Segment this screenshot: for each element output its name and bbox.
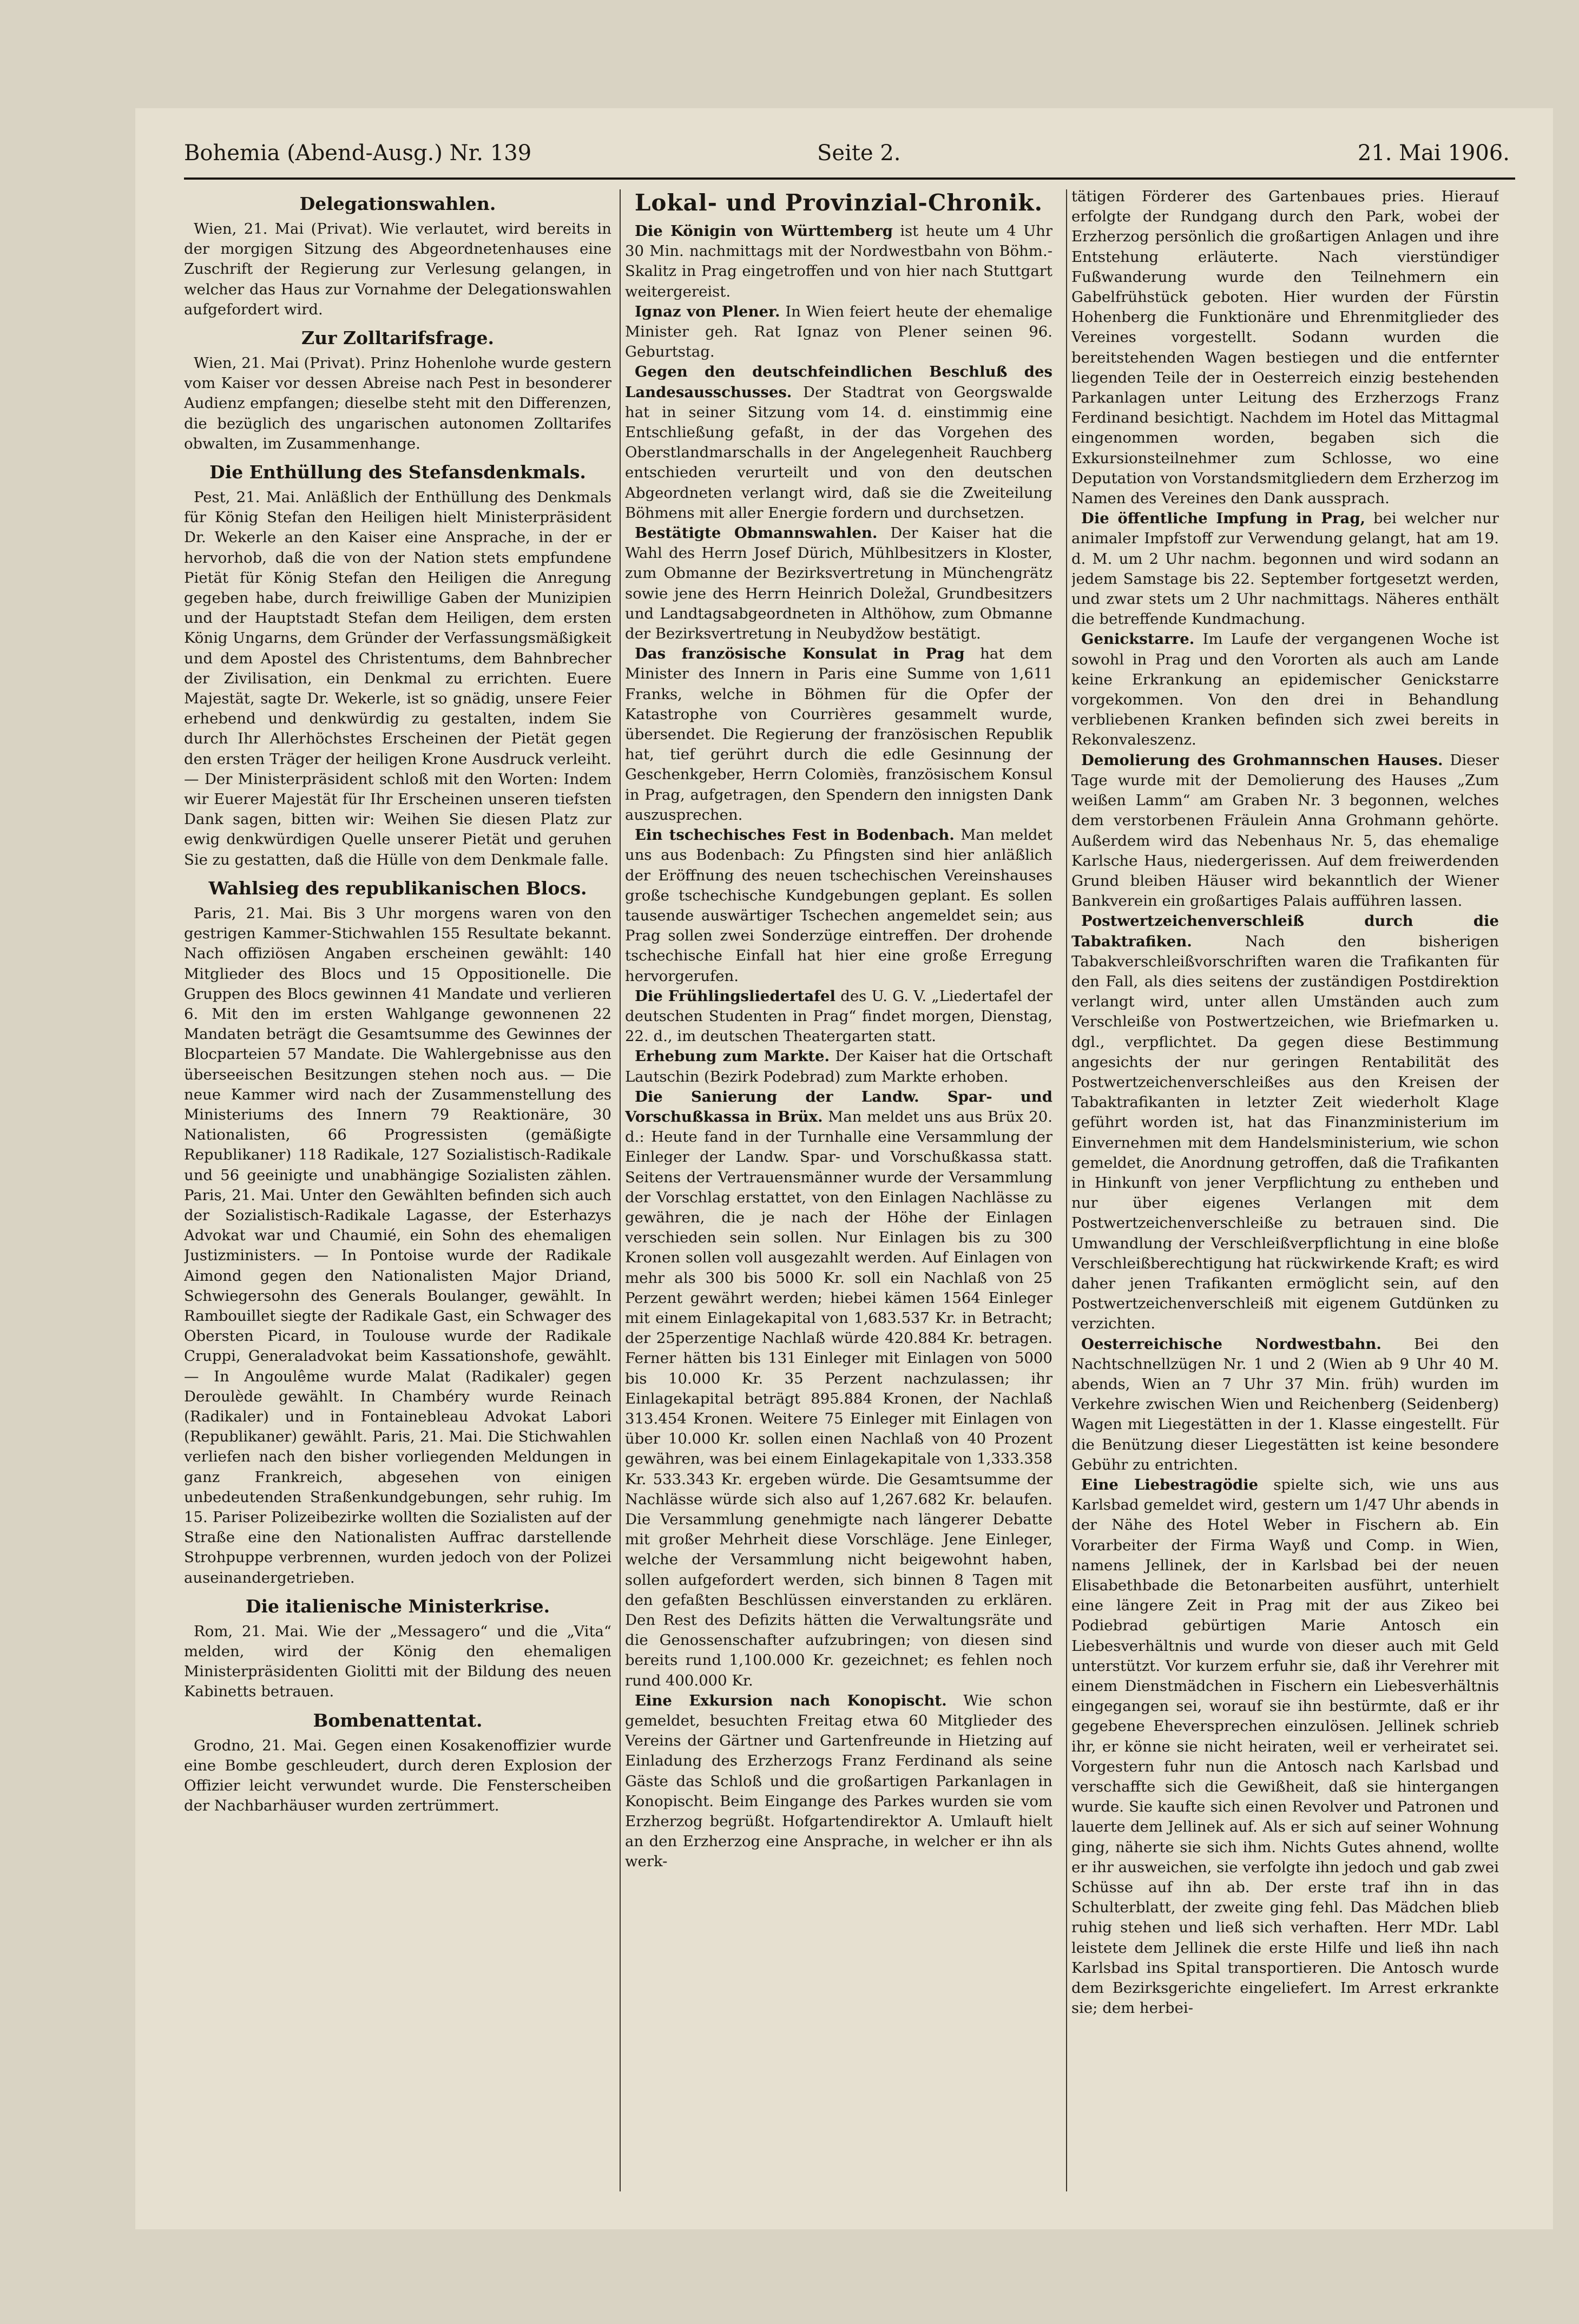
item-text: Nach den bisherigen Tabakverschleißvorschriften waren die Trafikanten für den Fall, als dies seitens der zuständigen Postdirektion verlangt wird, unter allen Umständen auch zum Verschleiße von Postwertzeichen, wie Briefmarken u. dgl., verpflichtet. Da gegen diese Bestimmung angesichts der nur geringen Rentabilität des Postwertzeichenverschleißes aus den Kreisen der Tabaktrafikanten in letzter Zeit wiederholt Klage geführt worden ist, hat das Finanzministerium im Einvernehmen mit dem Handelsministerium, wie schon gemeldet, die Anordnung getroffen, daß die Trafikanten in Hinkunft von jener Verpflichtung zu entheben und nur über eigenes Verlangen mit dem Postwertzeichenverschleiße zu betrauen sind. Die Umwandlung der Verschleißverpflichtung in eine bloße Verschleißberechtigung hat rückwirkende Kraft; es wird daher jenen Trafikanten ermöglicht sein, auf den Postwertzeichenverschleiß mit eigenem Gutdünken zu verzichten. xyxy=(1071,932,1499,1333)
item-heading: Gegen den deutschfeindlichen Beschluß des Landesausschusses. xyxy=(625,363,1052,401)
item-text: Wie schon gemeldet, besuchten Freitag etwa 60 Mitglieder des Vereins der Gärtner und Gartenfreunde in Hietzing auf Einladung des Erzherzogs Franz Ferdinand als seine Gäste das Schloß und die großartigen Parkanlagen in Konopischt. Beim Eingange des Parkes wurden sie vom Erzherzog begrüßt. Hofgartendirektor A. Umlauft hielt an den Erzherzog eine Ansprache, in welcher er ihn als werk- xyxy=(625,1691,1052,1871)
article-text: Wien, 21. Mai (Privat). Wie verlautet, wird bereits in der morgigen Sitzung des Abgeordnetenhauses eine Zuschrift der Regierung zur Verlesung gelangen, in welcher das Haus zur Vornahme der Delegationswahlen aufgefordert wird. xyxy=(184,220,611,318)
item-text: Im Laufe der vergangenen Woche ist sowohl in Prag und den Vororten als auch am Lande keine Erkrankung an epidemischer Genickstarre vorgekommen. Von den drei in Behandlung verbliebenen Kranken befinden sich zwei bereits in Rekonvaleszenz. xyxy=(1071,630,1499,749)
header-center: Seite 2. xyxy=(817,141,901,166)
header-right: 21. Mai 1906. xyxy=(1357,141,1510,166)
article-heading: Wahlsieg des republikanischen Blocs. xyxy=(208,877,587,899)
news-item xyxy=(1071,1475,1499,2018)
news-items xyxy=(625,221,1052,1872)
item-heading: Die Sanierung der Landw. Spar- und Vorschußkassa in Brüx. xyxy=(625,1088,1052,1125)
item-heading: Erhebung zum Markte. xyxy=(635,1048,830,1065)
item-heading: Die öffentliche Impfung in Prag, xyxy=(1081,510,1366,528)
news-item xyxy=(625,644,1052,825)
news-item xyxy=(625,221,1052,302)
news-item xyxy=(625,1087,1052,1691)
item-text: spielte sich, wie uns aus Karlsbad gemeldet wird, gestern um 1/47 Uhr abends in der Nähe des Hotel Weber in Fischern ab. Ein Vorarbeiter der Firma Wayß und Comp. in Wien, namens Jellinek, der in Karlsbad bei der neuen Elisabethbade die Betonarbeiten ausführt, unterhielt eine längere Zeit in Prag mit der aus Zikeo bei Podiebrad gebürtigen Marie Antosch ein Liebesverhältnis und wurde von dieser auch mit Geld unterstützt. Vor kurzem erfuhr sie, daß ihr Verehrer mit einem Dienstmädchen in Fischern ein Liebesverhältnis eingegangen sei, worauf sie ihn bestürmte, daß er ihr gegebene Eheversprechen einzulösen. Jellinek schrieb ihr, er könne sie nicht heiraten, weil er verheiratet sei. Vorgestern fuhr nun die Antosch nach Karlsbad und verschaffte sich die Gewißheit, daß sie hintergangen wurde. Sie kaufte sich einen Revolver und Patronen und lauerte dem Jellinek auf. Als er sich auf seiner Wohnung ging, näherte sie sich ihm. Nichts Gutes ahnend, wollte er ihr ausweichen, sie verfolgte ihn jedoch und gab zwei Schüsse auf ihn ab. Der erste traf ihn in das Schulterblatt, der zweite ging fehl. Das Mädchen blieb ruhig stehen und ließ sich verhaften. Herr MDr. Labl leistete dem Jellinek die erste Hilfe und ließ ihn nach Karlsbad ins Spital transportieren. Die Antosch wurde dem Bezirksgerichte eingeliefert. Im Arrest erkrankte sie; dem herbei- xyxy=(1071,1476,1499,2017)
news-item xyxy=(625,986,1052,1047)
page-header xyxy=(184,130,1510,173)
item-text: Der Kaiser hat die Ortschaft Lautschin (Bezirk Podebrad) zum Markte erhoben. xyxy=(625,1048,1052,1085)
article-heading: Bombenattentat. xyxy=(313,1709,483,1731)
article xyxy=(184,877,611,1588)
column-rule-2 xyxy=(1066,189,1067,2191)
news-item xyxy=(1071,911,1499,1334)
column-rule-1 xyxy=(620,189,621,2191)
item-text: In Wien feiert heute der ehemalige Minister geh. Rat Ignaz von Plener seinen 96. Geburtstag. xyxy=(625,302,1052,361)
article xyxy=(184,192,611,320)
article-heading: Zur Zolltarifsfrage. xyxy=(301,327,494,349)
news-item xyxy=(625,362,1052,523)
item-heading: Bestätigte Obmannswahlen. xyxy=(635,524,878,542)
newspaper-page xyxy=(135,108,1553,2229)
article-text: Rom, 21. Mai. Wie der „Messagero“ und die „Vita“ melden, wird der König den ehemaligen Ministerpräsidenten Giolitti mit der Bildung des neuen Kabinetts betrauen. xyxy=(184,1622,611,1701)
item-heading: Die Königin von Württemberg xyxy=(635,222,893,240)
item-text: Der Stadtrat von Georgswalde hat in seiner Sitzung vom 14. d. einstimmig eine Entschließung gefaßt, in der das Vorgehen des Oberstlandmarschalls in der Angelegenheit Rauchberg entschieden verurteilt und von den deutschen Abgeordneten verlangt wird, daß sie die Zweiteilung Böhmens mit aller Energie fordern und durchsetzen. xyxy=(625,383,1052,522)
column-3 xyxy=(1071,187,1499,2210)
news-item xyxy=(1071,750,1499,912)
item-heading: Ignaz von Plener. xyxy=(635,302,780,320)
news-item xyxy=(625,302,1052,363)
header-left: Bohemia (Abend-Ausg.) Nr. 139 xyxy=(184,141,532,166)
news-item xyxy=(625,1691,1052,1872)
item-heading: Die Frühlingsliedertafel xyxy=(635,987,835,1005)
section-title: Lokal- und Provinzial-Chronik. xyxy=(634,189,1043,216)
item-heading: Das französische Konsulat in Prag xyxy=(635,645,965,663)
item-text: ist heute um 4 Uhr 30 Min. nachmittags mit der Nordwestbahn von Böhm.-Skalitz in Prag eingetroffen und von hier nach Stuttgart weitergereist. xyxy=(625,222,1052,300)
item-heading: Oesterreichische Nordwestbahn. xyxy=(1081,1335,1382,1353)
item-text: hat dem Minister des Innern in Paris eine Summe von 1,611 Franks, welche in Böhmen für die Opfer der Katastrophe von Courrières gesammelt wurde, übersendet. Die Regierung der französischen Republik hat, tief gerührt durch die edle Gesinnung der Geschenkgeber, Herrn Colomiès, französischem Konsul in Prag, aufgetragen, den Spendern den innigsten Dank auszusprechen. xyxy=(625,645,1052,824)
item-heading: Postwertzeichenverschleiß durch die Tabaktrafiken. xyxy=(1071,912,1499,950)
article-text: Wien, 21. Mai (Privat). Prinz Hohenlohe wurde gestern vom Kaiser vor dessen Abreise nach Pest in besonderer Audienz empfangen; dieselbe steht mit den Differenzen, die bezüglich des ungarischen autonomen Zolltarifes obwalten, im Zusammenhange. xyxy=(184,354,611,452)
article xyxy=(184,460,611,870)
item-text: Bei den Nachtschnellzügen Nr. 1 und 2 (Wien ab 9 Uhr 40 M. abends, Wien an 7 Uhr 37 Min. früh) wurden im Verkehre zwischen Wien und Reichenberg (Seidenberg) Wagen mit Liegestätten in der 1. Klasse eingestellt. Für die Benützung dieser Liegestätten ist keine besondere Gebühr zu entrichten. xyxy=(1071,1335,1499,1473)
item-text: Man meldet uns aus Bodenbach: Zu Pfingsten sind hier anläßlich der Eröffnung des neuen tschechischen Vereinshauses große tschechische Kundgebungen geplant. Es sollen tausende auswärtiger Tschechen angemeldet sein; aus Prag sollen zwei Sonderzüge eintreffen. Der drohende tschechische Einfall hat hier eine große Erregung hervorgerufen. xyxy=(625,826,1052,985)
article-heading: Die Enthüllung des Stefansdenkmals. xyxy=(209,462,586,483)
article xyxy=(184,1709,611,1816)
news-item xyxy=(1071,1334,1499,1475)
article xyxy=(184,326,611,454)
column-2 xyxy=(625,187,1052,2210)
news-item xyxy=(625,523,1052,644)
item-heading: Genickstarre. xyxy=(1081,630,1195,648)
item-heading: Demolierung des Grohmannschen Hauses. xyxy=(1081,751,1443,769)
item-text: Dieser Tage wurde mit der Demolierung des Hauses „Zum weißen Lamm“ am Graben Nr. 3 begonnen, welches dem verstorbenen Fräulein Anna Grohmann gehörte. Außerdem wird das Nebenhaus Nr. 5, das ehemalige Karlsche Haus, niedergerissen. Auf dem freiwerdenden Grund bleiben Häuser wird bekanntlich der Wiener Bankverein ein großartiges Palais aufführen lassen. xyxy=(1071,751,1499,910)
article xyxy=(184,1595,611,1702)
news-items xyxy=(1071,187,1499,2018)
item-text: tätigen Förderer des Gartenbaues pries. Hierauf erfolgte der Rundgang durch den Park, wobei der Erzherzog persönlich die großartigen Anlagen und ihre Entstehung erläuterte. Nach vierstündiger Fußwanderung wurde den Teilnehmern ein Gabelfrühstück geboten. Hier wurden der Fürstin Hohenberg die Funktionäre und Ehrenmitglieder des Vereines vorgestellt. Sodann wurden die bereitstehenden Wagen bestiegen und die entfernter liegenden Teile der in Oesterreich einzig bestehenden Parkanlagen unter Leitung des Erzherzogs Franz Ferdinand besichtigt. Nachdem im Hotel das Mittagmal eingenommen worden, begaben sich die Exkursionsteilnehmer zum Schlosse, wo eine Deputation von Vorstandsmitgliedern dem Erzherzog im Namen des Vereines den Dank aussprach. xyxy=(1071,188,1499,508)
article-text: Pest, 21. Mai. Anläßlich der Enthüllung des Denkmals für König Stefan den Heiligen hielt Ministerpräsident Dr. Wekerle an den Kaiser eine Ansprache, in der er hervorhob, daß die von der Nation stets empfundene Pietät für König Stefan den Heiligen die Anregung gegeben habe, durch freiwillige Gaben der Munizipien und der Hauptstadt Stefan dem Heiligen, dem ersten König Ungarns, dem Gründer der Verfassungsmäßigkeit und dem Apostel des Christentums, dem Bahnbrecher der Zivilisation, ein Denkmal zu errichten. Euere Majestät, sagte Dr. Wekerle, ist so gnädig, unsere Feier erhebend und denkwürdig zu gestalten, indem Sie durch Ihr Allerhöchstes Erscheinen der Pietät gegen den ersten Träger der heiligen Krone Ausdruck verleiht. — Der Ministerpräsident schloß mit den Worten: Indem wir Euerer Majestät für Ihr Erscheinen unseren tiefsten Dank sagen, bitten wir: Weihen Sie diesen Platz zur ewig denkwürdigen Quelle unserer Pietät und geruhen Sie zu gestatten, daß die Hülle von dem Denkmale falle. xyxy=(184,489,611,868)
item-text: Man meldet uns aus Brüx 20. d.: Heute fand in der Turnhalle eine Versammlung der Einleger der Landw. Spar- und Vorschußkassa statt. Seitens der Vertrauensmänner wurde der Versammlung der Vorschlag erstattet, von den Einlagen Nachlässe zu gewähren, die je nach der Höhe der Einlagen verschieden sein sollen. Nur Einlagen bis zu 300 Kronen sollen voll ausgezahlt werden. Auf Einlagen von mehr als 300 bis 5000 Kr. soll ein Nachlaß von 25 Perzent gewährt werden; hiebei kämen 1564 Einleger mit einem Einlagekapital von 1,683.537 Kr. in Betracht; der 25perzentige Nachlaß würde 420.884 Kr. betragen. Ferner hätten bis 131 Einleger mit Einlagen von 5000 bis 10.000 Kr. 35 Perzent nachzulassen; ihr Einlagekapital beträgt 895.884 Kronen, der Nachlaß 313.454 Kronen. Weitere 75 Einleger mit Einlagen von über 10.000 Kr. sollen einen Nachlaß von 40 Prozent gewähren, was bei einem Einlagekapitale von 1,333.358 Kr. 533.343 Kr. ergeben würde. Die Gesamtsumme der Nachlässe würde sich also auf 1,267.682 Kr. belaufen. Die Versammlung genehmigte nach längerer Debatte mit großer Mehrheit diese Vorschläge. Jene Einleger, welche der Versammlung nicht beigewohnt haben, sollen aufgefordert werden, sich binnen 8 Tagen mit den gefaßten Beschlüssen einverstanden zu erklären. Den Rest des Defizits hätten die Verwaltungsräte und die Genossenschafter aufzubringen; von diesen sind bereits rund 1,100.000 Kr. gezeichnet; es fehlen noch rund 400.000 Kr. xyxy=(625,1108,1052,1689)
article-heading: Delegationswahlen. xyxy=(299,193,496,214)
item-heading: Eine Exkursion nach Konopischt. xyxy=(635,1691,947,1709)
item-heading: Eine Liebestragödie xyxy=(1081,1476,1259,1493)
item-text: des U. G. V. „Liedertafel der deutschen Studenten in Prag“ findet morgen, Dienstag, 22. d., im deutschen Theatergarten statt. xyxy=(625,987,1052,1045)
article-heading: Die italienische Ministerkrise. xyxy=(245,1595,550,1617)
news-item xyxy=(1071,629,1499,750)
item-text: bei welcher nur animaler Impfstoff zur Verwendung gelangt, hat am 19. d. M. um 2 Uhr nachm. begonnen und wird sodann an jedem Samstage bis 22. September fortgesetzt werden, und zwar stets um 2 Uhr nachmittags. Näheres enthält die betreffende Kundmachung. xyxy=(1071,510,1499,628)
column-1 xyxy=(184,187,611,2210)
news-item xyxy=(625,825,1052,986)
article-text: Paris, 21. Mai. Bis 3 Uhr morgens waren von den gestrigen Kammer-Stichwahlen 155 Resultate bekannt. Nach offiziösen Angaben erscheinen gewählt: 140 Mitglieder des Blocs und 15 Oppositionelle. Die Gruppen des Blocs gewinnen 41 Mandate und verlieren 6. Mit den im ersten Wahlgange gewonnenen 22 Mandaten beträgt die Gesamtsumme des Gewinnes der Blocparteien 57 Mandate. Die Wahlergebnisse aus den überseeischen Besitzungen stehen noch aus. — Die neue Kammer wird nach der Zusammenstellung des Ministeriums des Innern 79 Reaktionäre, 30 Nationalisten, 66 Progressisten (gemäßigte Republikaner) 118 Radikale, 127 Sozialistisch-Radikale und 56 geeinigte und unabhängige Sozialisten zählen. Paris, 21. Mai. Unter den Gewählten befinden sich auch der Sozialistisch-Radikale Lagasse, der Esterhazys Advokat war und Chaumié, ein Sohn des ehemaligen Justizministers. — In Pontoise wurde der Radikale Aimond gegen den Nationalisten Major Driand, Schwiegersohn des Generals Boulanger, gewählt. In Rambouillet siegte der Radikale Gast, ein Schwager des Obersten Picard, in Toulouse wurde der Radikale Cruppi, Generaladvokat beim Kassationshofe, gewählt. — In Angoulême wurde Malat (Radikaler) gegen Deroulède gewählt. In Chambéry wurde Reinach (Radikaler) und in Fontainebleau Advokat Labori (Republikaner) gewählt. Paris, 21. Mai. Die Stichwahlen verliefen nach den bisher vorliegenden Meldungen in ganz Frankreich, abgesehen von einigen unbedeutenden Straßenkundgebungen, sehr ruhig. Im 15. Pariser Polizeibezirke wollten die Sozialisten auf der Straße eine den Nationalisten Auffrac darstellende Strohpuppe verbrennen, wurden jedoch von der Polizei auseinandergetrieben. xyxy=(184,904,611,1586)
news-item xyxy=(1071,187,1499,509)
item-heading: Ein tschechisches Fest in Bodenbach. xyxy=(635,826,955,844)
news-item xyxy=(1071,509,1499,629)
header-rule xyxy=(184,177,1515,180)
news-item xyxy=(625,1046,1052,1087)
item-text: Der Kaiser hat die Wahl des Herrn Josef Dürich, Mühlbesitzers in Kloster, zum Obmanne der Bezirksvertretung in Münchengrätz sowie jene des Herrn Heinrich Doležal, Grundbesitzers und Landtagsabgeordneten in Althöhow, zum Obmanne der Bezirksvertretung in Neubydžow bestätigt. xyxy=(625,524,1052,643)
article-text: Grodno, 21. Mai. Gegen einen Kosakenoffizier wurde eine Bombe geschleudert, durch deren Explosion der Offizier leicht verwundet wurde. Die Fensterscheiben der Nachbarhäuser wurden zertrümmert. xyxy=(184,1736,611,1815)
